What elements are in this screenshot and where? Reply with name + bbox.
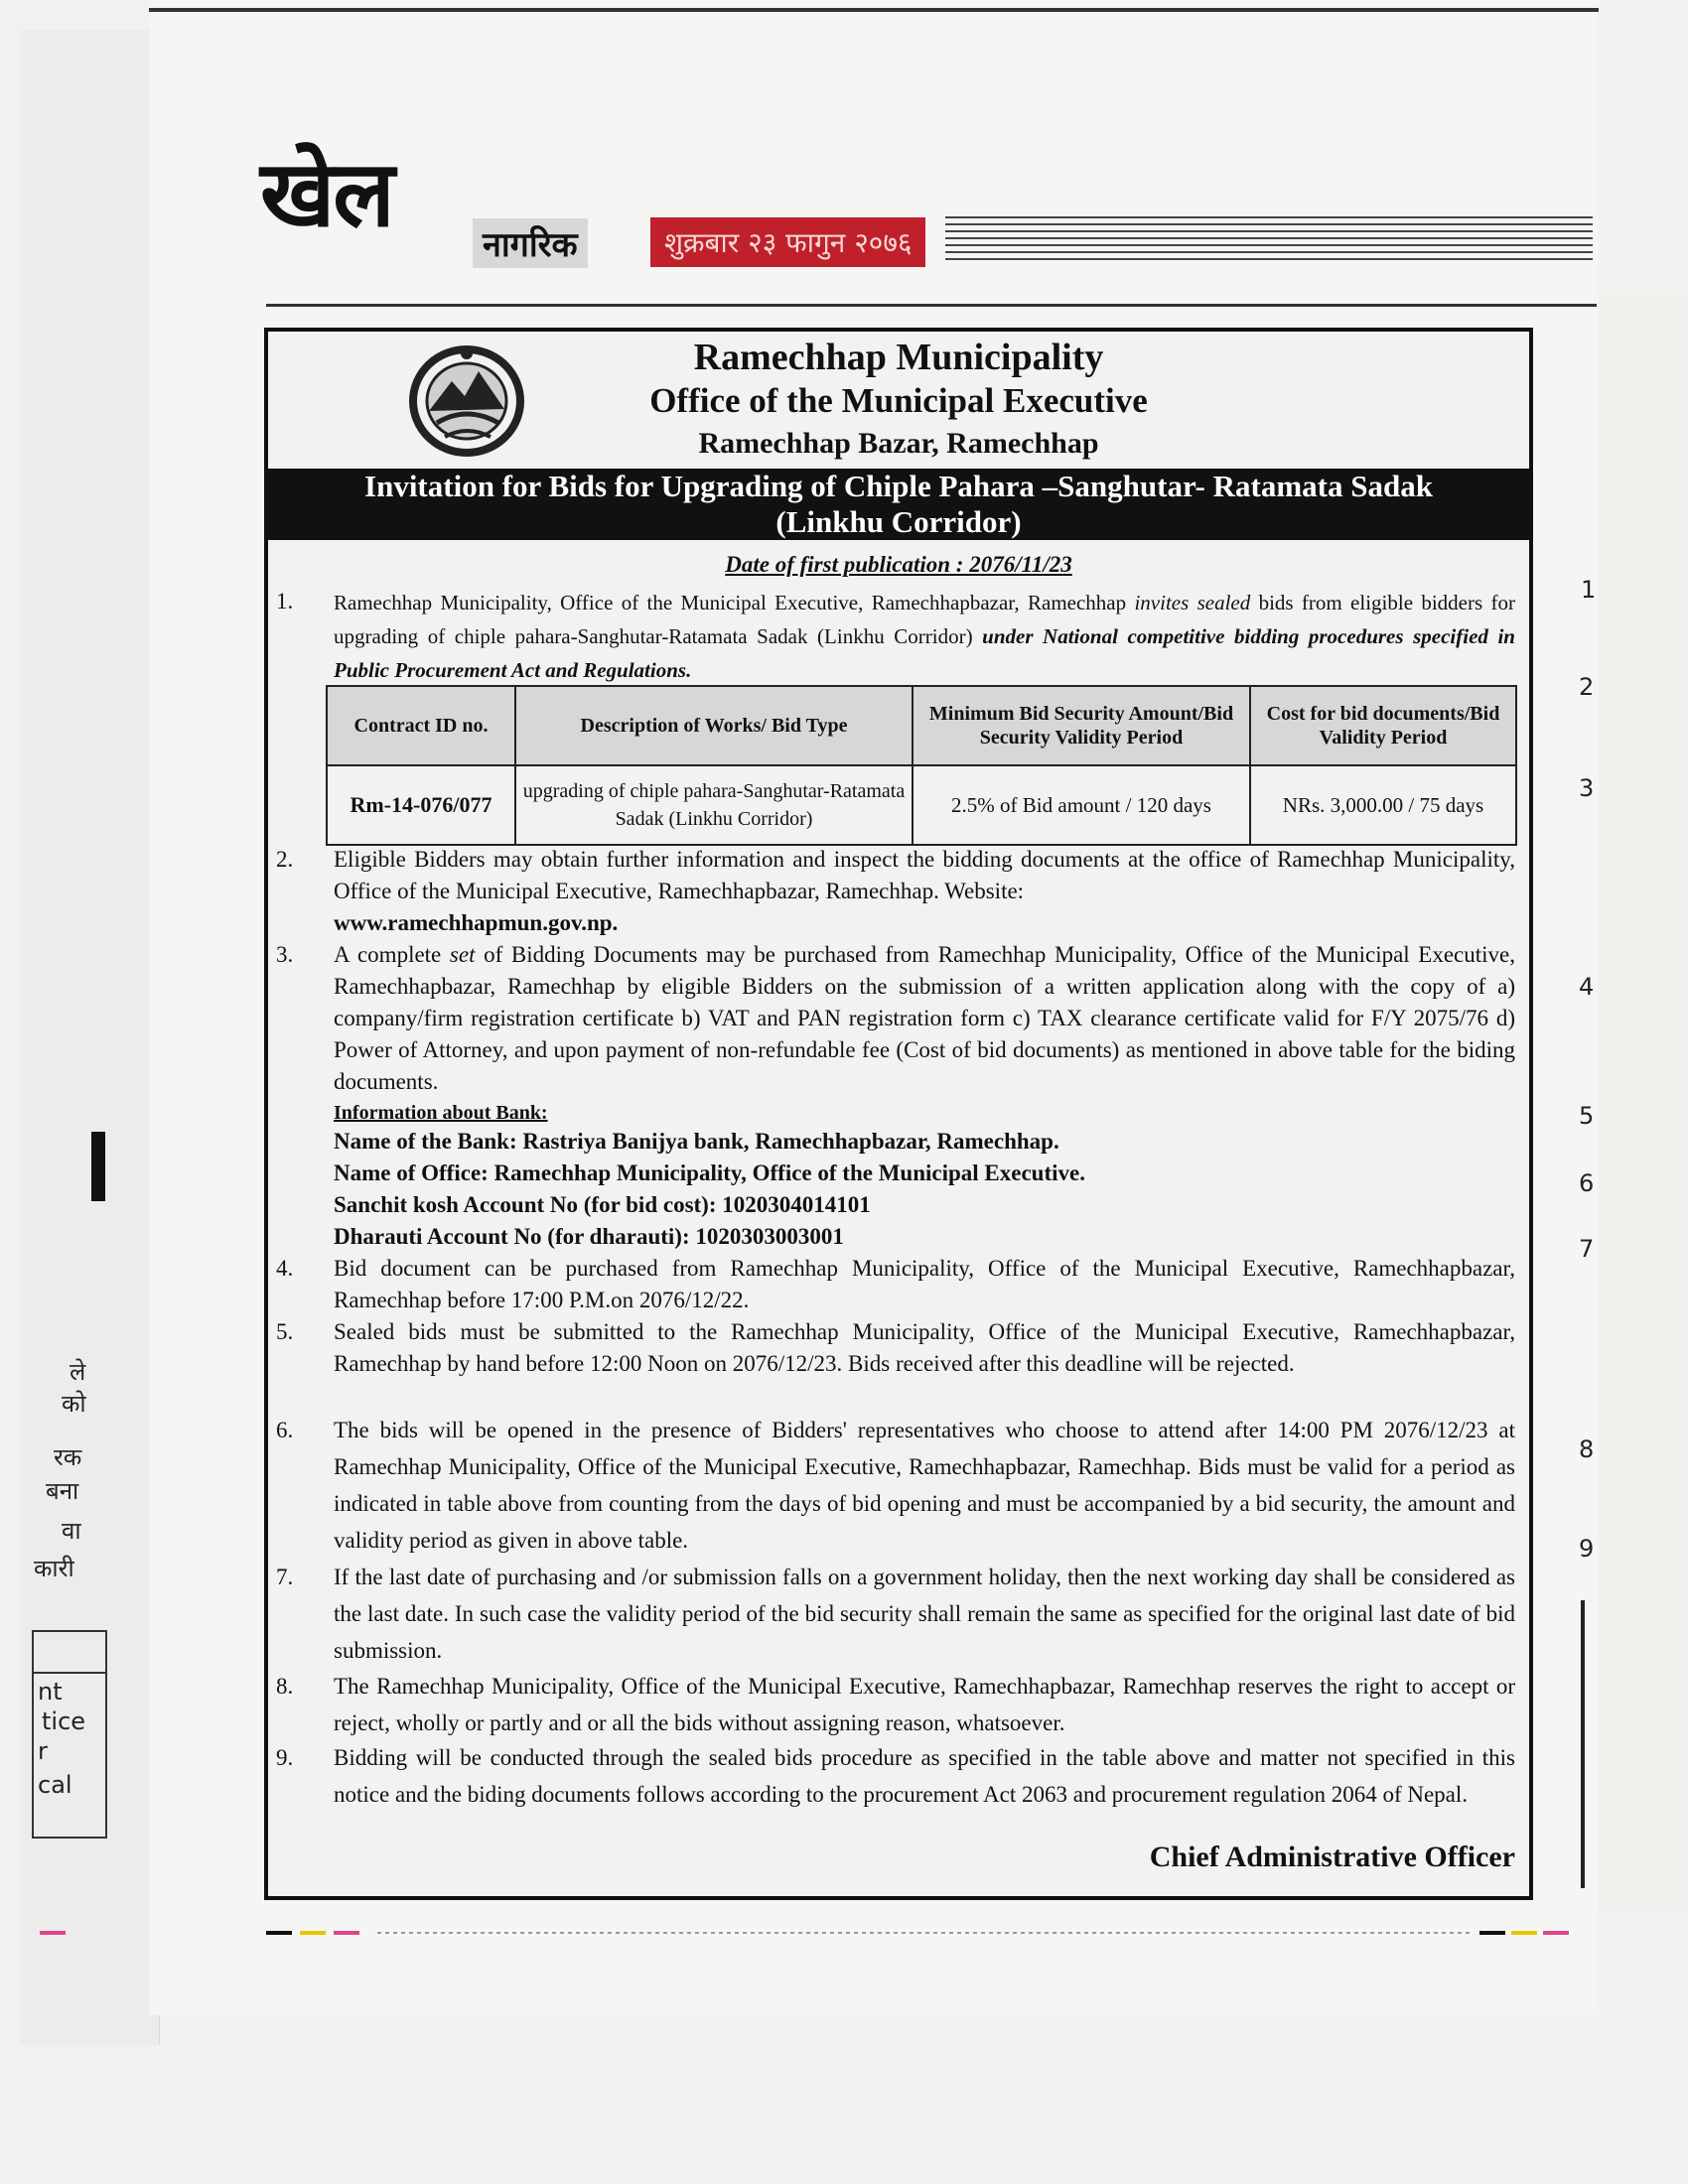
- item-number: 8.: [276, 1674, 294, 1699]
- notice-title-line2: (Linkhu Corridor): [775, 504, 1022, 539]
- side-number: 3: [1579, 774, 1595, 802]
- table-header-row: [327, 686, 1516, 765]
- registration-mark: [1479, 1931, 1505, 1935]
- section-title: खेल: [260, 141, 393, 247]
- side-number: 2: [1579, 673, 1595, 701]
- side-fragment: रक: [54, 1443, 82, 1471]
- side-fragment: ले: [70, 1358, 86, 1386]
- notice-item-2: [276, 844, 1515, 939]
- notice-item-3: [276, 939, 1515, 1253]
- notice-item-8: [276, 1668, 1515, 1741]
- side-fragment: को: [62, 1390, 86, 1418]
- notice-item-4: [276, 1253, 1515, 1316]
- table-cell: NRs. 3,000.00 / 75 days: [1250, 765, 1516, 845]
- side-number: 9: [1579, 1535, 1595, 1563]
- item-text-emphasis: set: [449, 942, 476, 967]
- item-number: 7.: [276, 1565, 294, 1589]
- paper-name: नागरिक: [473, 218, 588, 268]
- website-link[interactable]: www.ramechhapmun.gov.np.: [334, 910, 619, 935]
- dharauti-account: Dharauti Account No (for dharauti): 1020303003001: [334, 1224, 844, 1249]
- item-text-emphasis: invites sealed: [1134, 591, 1251, 614]
- registration-mark: [300, 1931, 326, 1935]
- side-mark: [91, 1132, 105, 1201]
- sanchit-account: Sanchit kosh Account No (for bid cost): 1020304014101: [334, 1192, 871, 1217]
- side-fragment: बना: [46, 1477, 79, 1505]
- publication-date: Date of first publication : 2076/11/23: [725, 552, 1072, 577]
- item-text-emphasis: under National competitive bidding procedures specified in Public Procurement Act and Regulations.: [334, 624, 1515, 682]
- item-number: 1.: [276, 589, 294, 614]
- side-number: 5: [1579, 1102, 1595, 1130]
- item-text: [334, 586, 1515, 687]
- side-fragment: nt: [38, 1678, 63, 1706]
- notice-item-7: [276, 1559, 1515, 1669]
- item-number: 2.: [276, 847, 294, 872]
- org-name: Ramechhap Municipality: [693, 337, 1104, 378]
- notice-title: [268, 469, 1529, 540]
- registration-mark: [40, 1931, 66, 1935]
- side-rule: [1581, 1600, 1585, 1888]
- registration-mark: [1511, 1931, 1537, 1935]
- table-header: Description of Works/ Bid Type: [515, 686, 913, 765]
- side-fragment: r: [38, 1737, 48, 1765]
- top-rule: [149, 8, 1599, 12]
- bid-table: [326, 685, 1517, 846]
- item-text-part: bids from eligible bidders for upgrading of chiple pahara-Sanghutar-Ratamata Sadak (Linkhu Corridor): [334, 591, 1515, 648]
- side-box: [32, 1630, 107, 1672]
- item-text-part: A complete: [334, 942, 450, 967]
- item-text: [334, 844, 1515, 939]
- side-number: 8: [1579, 1435, 1595, 1463]
- side-number: 1: [1581, 576, 1597, 604]
- registration-mark: [334, 1931, 359, 1935]
- bid-notice: [264, 328, 1533, 1900]
- item-text: Bid document can be purchased from Ramechhap Municipality, Office of the Municipal Executive, Ramechhapbazar, Ramechhap before 17:00 P.M.on 2076/12/22.: [334, 1256, 1515, 1312]
- side-fragment: वा: [62, 1517, 81, 1545]
- item-text-part: of Bidding Documents may be purchased from Ramechhap Municipality, Office of the Municipal Executive, Ramechhapbazar, Ramechhap by eligible Bidders on the submission of a written application along with the copy of a) company/firm registration certificate b) VAT and PAN registration form c) TAX clearance certificate valid for F/Y 2075/76 d) Power of Attorney, and upon payment of non-refundable fee (Cost of bid documents) as mentioned in above table for the biding documents.: [334, 942, 1516, 1094]
- table-header: Contract ID no.: [327, 686, 515, 765]
- table-cell: Rm-14-076/077: [327, 765, 515, 845]
- signature: Chief Administrative Officer: [1149, 1841, 1515, 1873]
- item-text: [334, 939, 1515, 1098]
- notice-item-5: [276, 1316, 1515, 1380]
- notice-item-9: [276, 1739, 1515, 1813]
- bank-office-name: Name of Office: Ramechhap Municipality, Office of the Municipal Executive.: [334, 1160, 1085, 1185]
- registration-mark: [266, 1931, 292, 1935]
- notice-title-line1: Invitation for Bids for Upgrading of Chiple Pahara –Sanghutar- Ratamata Sadak: [364, 469, 1433, 503]
- masthead-underline: [266, 304, 1597, 307]
- item-text: The bids will be opened in the presence of Bidders' representatives who choose to attend after 14:00 PM 2076/12/23 at Ramechhap Municipality, Office of the Municipal Executive, Ramechhapbazar, Ramechhap. Bids must be valid for a period as indicated in table above from counting from the days of bid opening and must be accompanied by a bid security, the amount and validity period as given in above table.: [334, 1418, 1515, 1553]
- trim-line: [377, 1932, 1470, 1934]
- side-number: 7: [1579, 1235, 1595, 1263]
- issue-date: शुक्रबार २३ फागुन २०७६: [650, 217, 925, 267]
- table-header: Minimum Bid Security Amount/Bid Security Validity Period: [913, 686, 1250, 765]
- table-cell: upgrading of chiple pahara-Sanghutar-Ratamata Sadak (Linkhu Corridor): [515, 765, 913, 845]
- item-number: 3.: [276, 942, 294, 967]
- item-text: The Ramechhap Municipality, Office of the Municipal Executive, Ramechhapbazar, Ramechhap reserves the right to accept or reject, wholly or partly and or all the bids without assigning reason, whatsoever.: [334, 1674, 1515, 1735]
- side-fragment: cal: [38, 1771, 72, 1799]
- table-row: [327, 765, 1516, 845]
- notice-item-1: [276, 586, 1515, 687]
- bank-name: Name of the Bank: Rastriya Banijya bank, Ramechhapbazar, Ramechhap.: [334, 1129, 1059, 1154]
- item-number: 5.: [276, 1319, 294, 1344]
- item-text-part: Ramechhap Municipality, Office of the Municipal Executive, Ramechhapbazar, Ramechhap: [334, 591, 1135, 614]
- item-text: Sealed bids must be submitted to the Ramechhap Municipality, Office of the Municipal Executive, Ramechhapbazar, Ramechhap by hand before 12:00 Noon on 2076/12/23. Bids received after this deadline will be rejected.: [334, 1319, 1515, 1376]
- table-cell: 2.5% of Bid amount / 120 days: [913, 765, 1250, 845]
- item-text: If the last date of purchasing and /or submission falls on a government holiday, then the next working day shall be considered as the last date. In such case the validity period of the bid security shall remain the same as specified for the original last date of bid submission.: [334, 1565, 1515, 1663]
- registration-mark: [1543, 1931, 1569, 1935]
- bank-info: [334, 1100, 1515, 1253]
- item-text: Bidding will be conducted through the sealed bids procedure as specified in the table above and matter not specified in this notice and the biding documents follows according to the procurement Act 2063 and procurement regulation 2064 of Nepal.: [334, 1745, 1515, 1807]
- item-number: 6.: [276, 1418, 294, 1442]
- office-name: Office of the Municipal Executive: [649, 381, 1148, 420]
- notice-item-6: [276, 1412, 1515, 1559]
- masthead-rules: [945, 216, 1593, 262]
- table-header: Cost for bid documents/Bid Validity Period: [1250, 686, 1516, 765]
- side-number: 6: [1579, 1169, 1595, 1197]
- side-number: 4: [1579, 973, 1595, 1001]
- side-fragment: tice: [42, 1707, 86, 1735]
- side-fragment: कारी: [34, 1555, 74, 1582]
- item-number: 9.: [276, 1745, 294, 1770]
- office-location: Ramechhap Bazar, Ramechhap: [698, 427, 1099, 460]
- item-text-part: Eligible Bidders may obtain further information and inspect the bidding documents at the office of Ramechhap Municipality, Office of the Municipal Executive, Ramechhapbazar, Ramechhap. Website:: [334, 847, 1515, 903]
- bank-heading: Information about Bank:: [334, 1102, 548, 1124]
- item-number: 4.: [276, 1256, 294, 1281]
